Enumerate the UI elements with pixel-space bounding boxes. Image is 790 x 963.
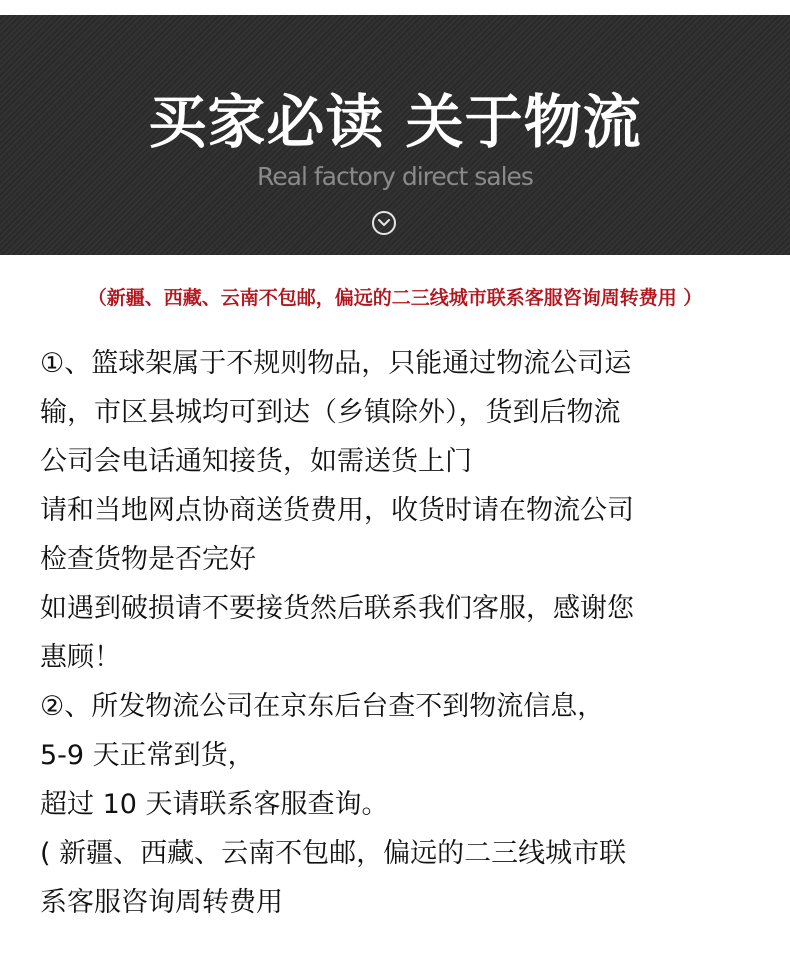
text-line: ①、篮球架属于不规则物品，只能通过物流公司运 — [40, 348, 632, 379]
text-line: 系客服咨询周转费用 — [40, 887, 283, 918]
text-line: ②、所发物流公司在京东后台查不到物流信息， — [40, 691, 605, 722]
chevron-down-circle-icon — [372, 211, 396, 235]
text-line: 惠顾！ — [40, 642, 121, 673]
text-line: 请和当地网点协商送货费用，收货时请在物流公司 — [40, 495, 634, 526]
shipping-notice: （新疆、西藏、云南不包邮，偏远的二三线城市联系客服咨询周转费用 ） — [87, 287, 703, 309]
logistics-info-text — [40, 339, 760, 927]
text-line: 超过 10 天请联系客服查询。 — [40, 789, 389, 820]
text-line: 5-9 天正常到货， — [40, 740, 255, 771]
text-line: 公司会电话通知接货，如需送货上门 — [40, 446, 472, 477]
chevron-down-icon — [378, 218, 390, 228]
text-line: 如遇到破损请不要接货然后联系我们客服，感谢您 — [40, 593, 634, 624]
banner-subtitle: Real factory direct sales — [257, 162, 533, 191]
banner-title: 买家必读 关于物流 — [148, 88, 642, 156]
header-banner — [0, 15, 790, 255]
text-line: 输，市区县城均可到达（乡镇除外），货到后物流 — [40, 397, 621, 428]
text-line: 检查货物是否完好 — [40, 544, 256, 575]
text-line: ( 新疆、西藏、云南不包邮，偏远的二三线城市联 — [40, 838, 627, 869]
